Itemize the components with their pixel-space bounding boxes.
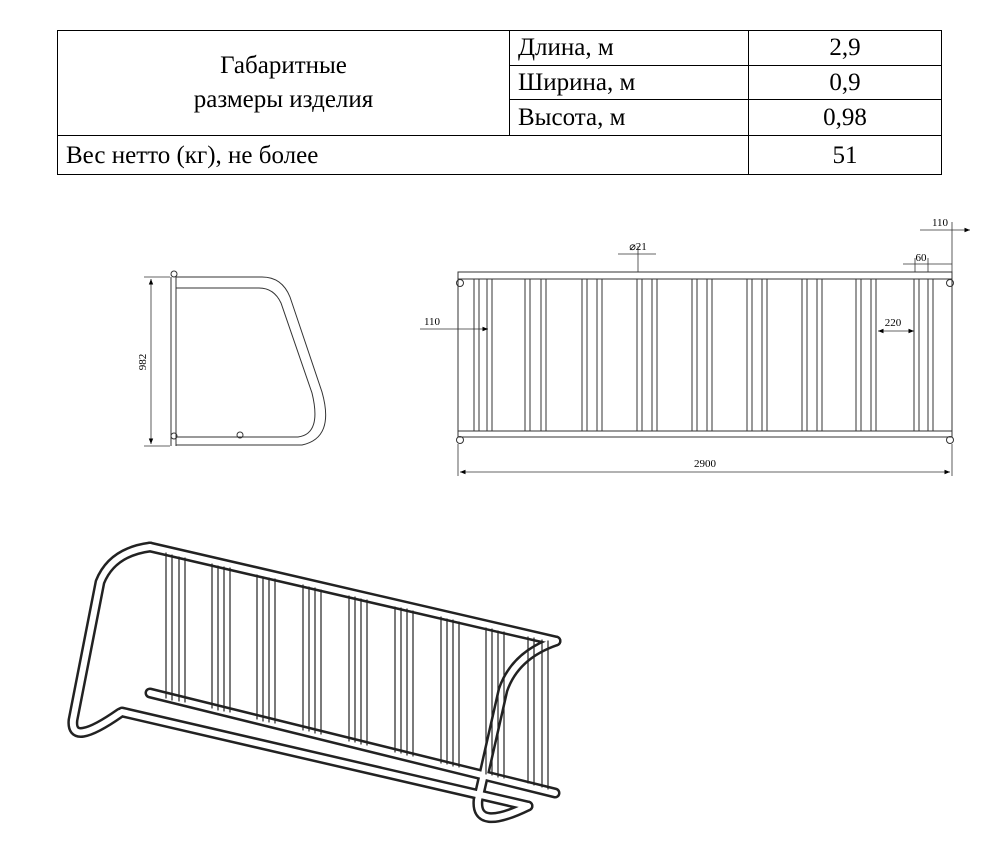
side-view-drawing bbox=[144, 271, 326, 446]
height-label: Высота, м bbox=[510, 100, 749, 136]
width-label: Ширина, м bbox=[510, 65, 749, 100]
width-value: 0,9 bbox=[749, 65, 942, 100]
front-view-drawing bbox=[420, 222, 970, 476]
weight-value: 51 bbox=[749, 136, 942, 175]
spacing-dim-label: 220 bbox=[884, 317, 902, 329]
group-label-line2: размеры изделия bbox=[193, 86, 374, 114]
side-frame-outer bbox=[176, 277, 326, 445]
weight-label: Вес нетто (кг), не более bbox=[58, 136, 749, 175]
height-value: 0,98 bbox=[749, 100, 942, 136]
front-view-bars bbox=[474, 279, 933, 431]
gap-small-dim-label: 60 bbox=[915, 252, 927, 264]
diameter-dim-label: ⌀21 bbox=[629, 241, 647, 253]
isometric-view-drawing bbox=[73, 547, 556, 818]
height-dim-label: 982 bbox=[137, 353, 149, 371]
left-offset-dim-label: 110 bbox=[423, 316, 441, 328]
right-offset-dim-label: 110 bbox=[931, 217, 949, 229]
length-label: Длина, м bbox=[510, 31, 749, 66]
length-dim-label: 2900 bbox=[694, 458, 716, 470]
group-label-line1: Габаритные bbox=[220, 52, 347, 80]
length-value: 2,9 bbox=[749, 31, 942, 66]
